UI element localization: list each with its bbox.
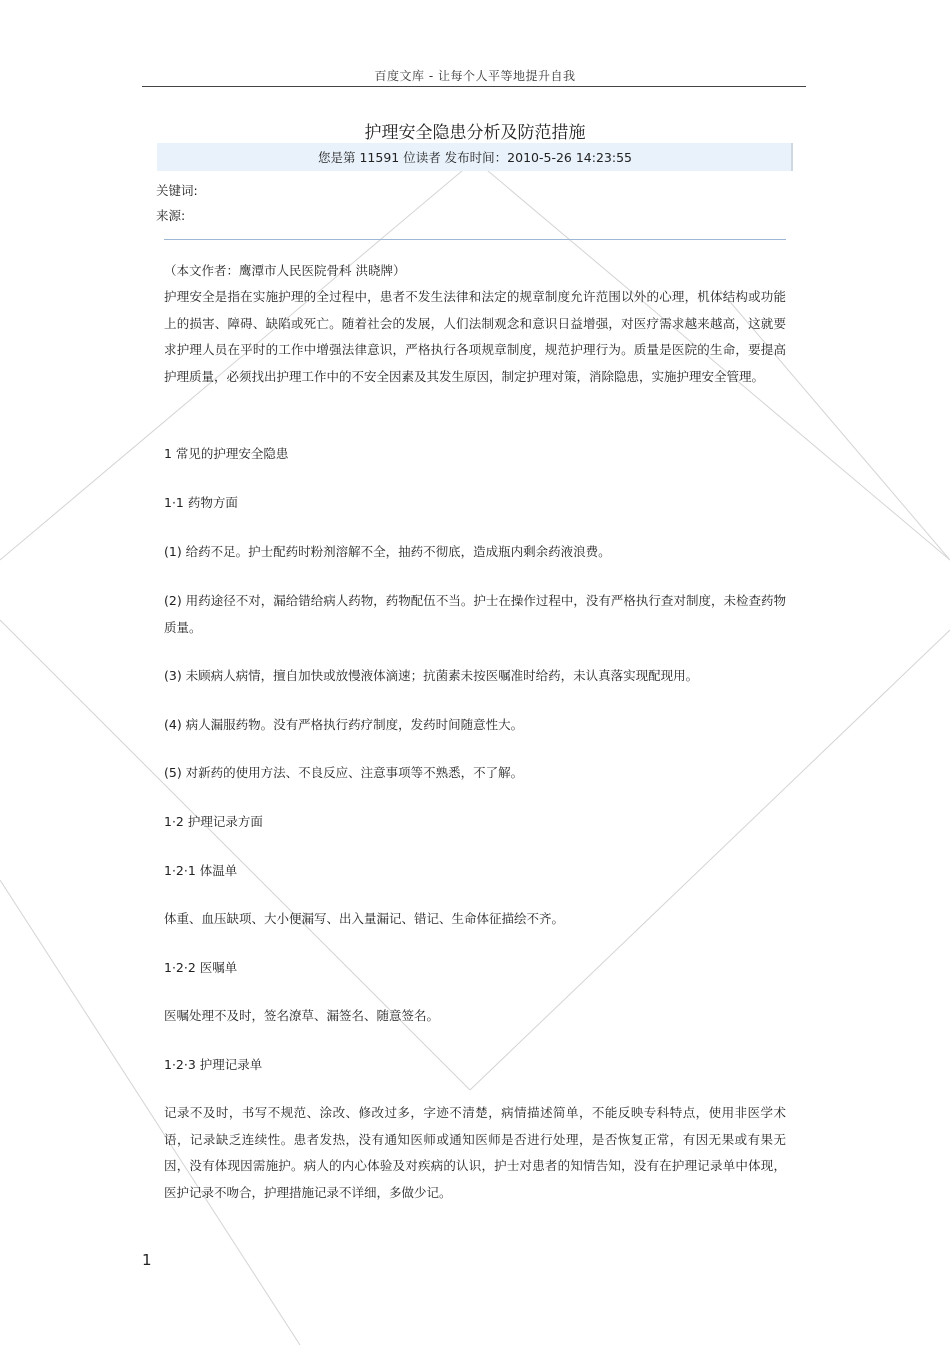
list-item-2: (2) 用药途径不对，漏给错给病人药物，药物配伍不当。护士在操作过程中，没有严格执行查对制度，未检查药物质量。 xyxy=(164,593,786,635)
temperature-paragraph: 体重、血压缺项、大小便漏写、出入量漏记、错记、生命体征描绘不齐。 xyxy=(164,911,565,926)
list-item-3: (3) 未顾病人病情，擅自加快或放慢液体滴速；抗菌素未按医嘱准时给药，未认真落实现配现用。 xyxy=(164,668,699,683)
subsection-heading-1-2-3: 1·2·3 护理记录单 xyxy=(164,1057,263,1072)
order-paragraph: 医嘱处理不及时，签名潦草、漏签名、随意签名。 xyxy=(164,1008,440,1023)
source-label: 来源: xyxy=(156,208,186,223)
header-slogan: 百度文库 - 让每个人平等地提升自我 xyxy=(374,69,576,83)
content-divider xyxy=(164,239,786,240)
intro-paragraph: 护理安全是指在实施护理的全过程中，患者不发生法律和法定的规章制度允许范围以外的心理，机体结构或功能上的损害、障碍、缺陷或死亡。随着社会的发展，人们法制观念和意识日益增强，对医疗需求越来越高，这就要求护理人员在平时的工作中增强法律意识，严格执行各项规章制度，规范护理行为。质量是医院的生命，要提高护理质量，必须找出护理工作中的不安全因素及其发生原因，制定护理对策，消除隐患，实施护理安全管理。 xyxy=(164,289,786,384)
article-meta: 您是第 11591 位读者 发布时间：2010-5-26 14:23:55 xyxy=(318,150,632,165)
subsection-heading-1-1: 1·1 药物方面 xyxy=(164,495,238,510)
keywords-label: 关键词: xyxy=(156,183,198,198)
section-heading-1: 1 常见的护理安全隐患 xyxy=(164,446,289,461)
record-paragraph: 记录不及时，书写不规范、涂改、修改过多，字迹不清楚，病情描述简单，不能反映专科特点，使用非医学术语，记录缺乏连续性。患者发热，没有通知医师或通知医师是否进行处理，是否恢复正常，有因无果或有果无因，没有体现因需施护。病人的内心体验及对疾病的认识，护士对患者的知情告知，没有在护理记录单中体现，医护记录不吻合，护理措施记录不详细，多做少记。 xyxy=(164,1105,786,1200)
author-line: （本文作者：鹰潭市人民医院骨科 洪晓牌） xyxy=(164,263,406,278)
subsection-heading-1-2: 1·2 护理记录方面 xyxy=(164,814,263,829)
list-item-1: (1) 给药不足。护士配药时粉剂溶解不全，抽药不彻底，造成瓶内剩余药液浪费。 xyxy=(164,544,611,559)
subsection-heading-1-2-1: 1·2·1 体温单 xyxy=(164,863,238,878)
list-item-4: (4) 病人漏服药物。没有严格执行药疗制度，发药时间随意性大。 xyxy=(164,717,524,732)
header-divider xyxy=(142,86,806,87)
page-title: 护理安全隐患分析及防范措施 xyxy=(364,123,586,143)
page-number: 1 xyxy=(142,1251,152,1269)
subsection-heading-1-2-2: 1·2·2 医嘱单 xyxy=(164,960,238,975)
list-item-5: (5) 对新药的使用方法、不良反应、注意事项等不熟悉，不了解。 xyxy=(164,765,524,780)
